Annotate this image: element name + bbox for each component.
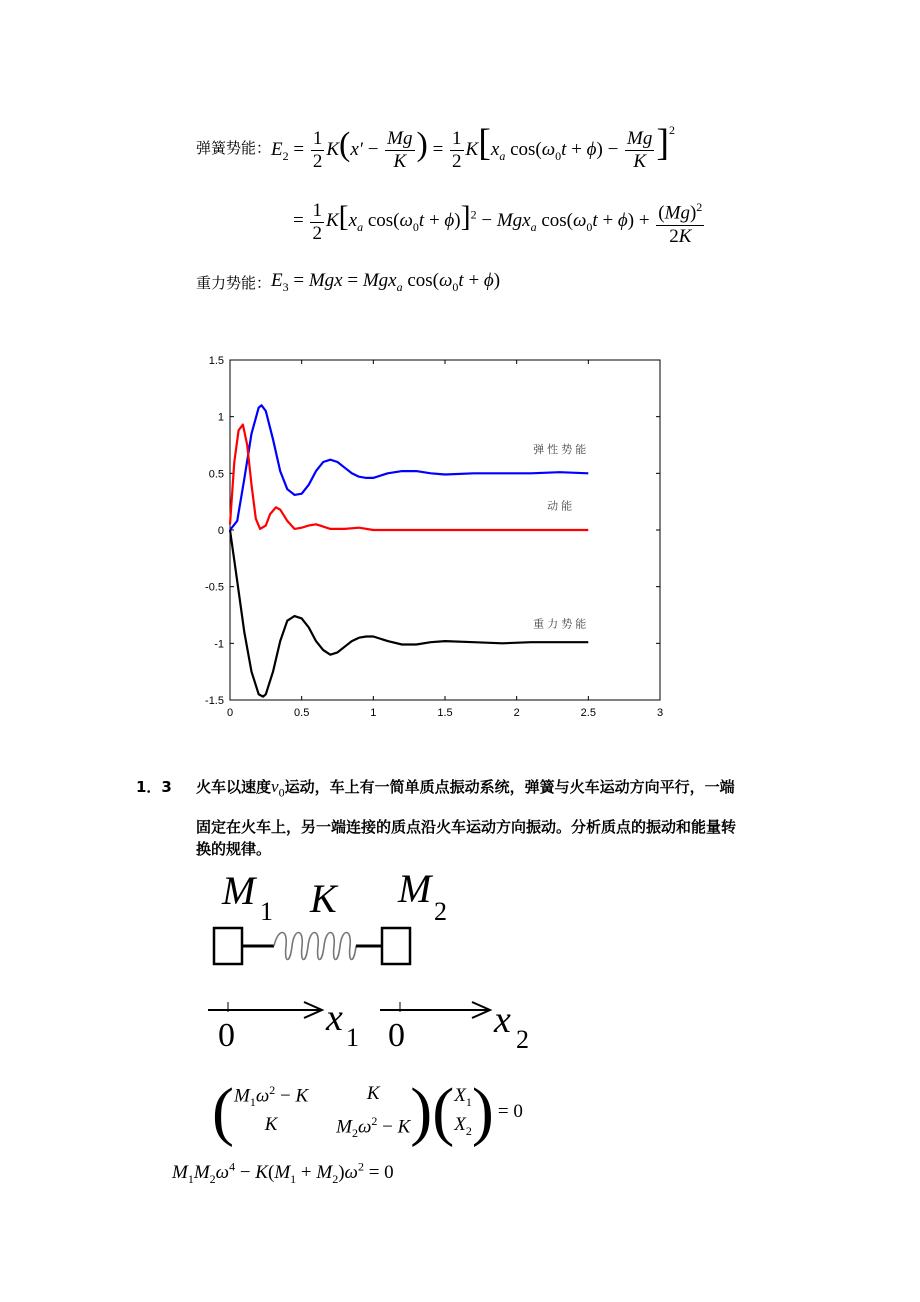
- x-tick-label: 1.5: [437, 707, 453, 719]
- mass-spring-diagram: [200, 870, 540, 1055]
- axis-x1-zero: 0: [218, 1017, 235, 1054]
- axis-x2-sub: 2: [516, 1025, 529, 1054]
- velocity-symbol: $v_0$: [271, 777, 285, 800]
- e2-label: 弹簧势能：: [196, 138, 272, 157]
- equation-spring-energy-expanded: [293, 197, 706, 247]
- e2-formula: $E_2$ = $\frac{1}{2}$ K(x′ − $\frac{Mg}{K}$ ) = $\frac{1}{2}$ $K[x_a$ $\cos(\omega_0t + \phi)$ − $\frac{Mg}{K}$ ]$^2$: [271, 121, 676, 173]
- e2-expanded-formula: = $\frac{1}{2}$ $K[x_a$ $\cos(\omega_0t + \phi)]^2 - Mgx_a$ $\cos(\omega_0t + \phi)$ + $\frac{(Mg)^2}{2K}$: [293, 196, 706, 247]
- y-tick-label: -1.5: [205, 695, 224, 707]
- frequency-equation: $M_1M_2\omega^4 - K(M_1 + M_2)\omega^2 = 0$: [172, 1160, 394, 1187]
- e3-label: 重力势能：: [196, 273, 272, 292]
- axis-x1-sub: 1: [346, 1023, 359, 1052]
- x-tick-label: 0: [226, 707, 234, 719]
- label-k: K: [310, 876, 337, 921]
- label-m1: M: [222, 870, 256, 913]
- energy-chart: [190, 345, 680, 725]
- x-tick-label: 2: [513, 707, 520, 719]
- problem-line-1-post: 运动，车上有一简单质点振动系统，弹簧与火车运动方向平行，一端: [284, 778, 735, 796]
- problem-line-1: [196, 772, 735, 807]
- spring-coil: [274, 933, 356, 960]
- e3-formula: $E_3$ = Mgx = Mgx$_a$ $\cos(\omega_0t + \phi)$: [271, 269, 501, 294]
- equation-gravity-energy: [196, 265, 500, 299]
- coefficient-matrix: $M_1\omega^2 - K$ K K $M_2\omega^2 - K$: [233, 1082, 411, 1141]
- axis-x2-zero: 0: [388, 1017, 405, 1054]
- label-m1-sub: 1: [260, 897, 273, 926]
- series-annotation-1: 弹 性 势 能: [533, 443, 587, 456]
- x-tick-label: 2.5: [580, 707, 596, 719]
- y-tick-label: -0.5: [205, 581, 224, 594]
- y-tick-label: -1: [214, 638, 224, 651]
- mass-block-1: [214, 928, 242, 964]
- problem-line-2: 固定在火车上，另一端连接的质点沿火车运动方向振动。分析质点的振动和能量转: [196, 818, 737, 836]
- x-tick-label: 1: [370, 707, 377, 719]
- y-tick-label: 1.5: [208, 355, 224, 367]
- equation-spring-energy: [196, 122, 675, 172]
- x-tick-label: 0.5: [294, 707, 310, 719]
- series-annotation-3: 重 力 势 能: [533, 618, 587, 631]
- y-tick-label: 1: [217, 411, 224, 424]
- label-m2: M: [398, 870, 432, 911]
- series-annotation-2: 动 能: [547, 500, 573, 513]
- y-tick-label: 0: [217, 525, 224, 537]
- label-m2-sub: 2: [434, 897, 447, 926]
- problem-line-3: 换的规律。: [196, 840, 272, 858]
- problem-number: 1．3: [136, 778, 172, 796]
- problem-line-1-pre: 火车以速度: [196, 778, 272, 796]
- y-tick-label: 0.5: [208, 468, 224, 481]
- axis-x2-label: x: [494, 999, 511, 1041]
- axis-x1-label: x: [326, 997, 343, 1039]
- amplitude-vector: $X_1$ $X_2$: [454, 1085, 472, 1138]
- x-tick-label: 3: [656, 707, 664, 719]
- mass-block-2: [382, 928, 410, 964]
- matrix-equation: ( $M_1\omega^2 - K$ K K $M_2\omega^2 - K$ ) ( $X_1$ $X_2$ ) = 0: [212, 1075, 523, 1148]
